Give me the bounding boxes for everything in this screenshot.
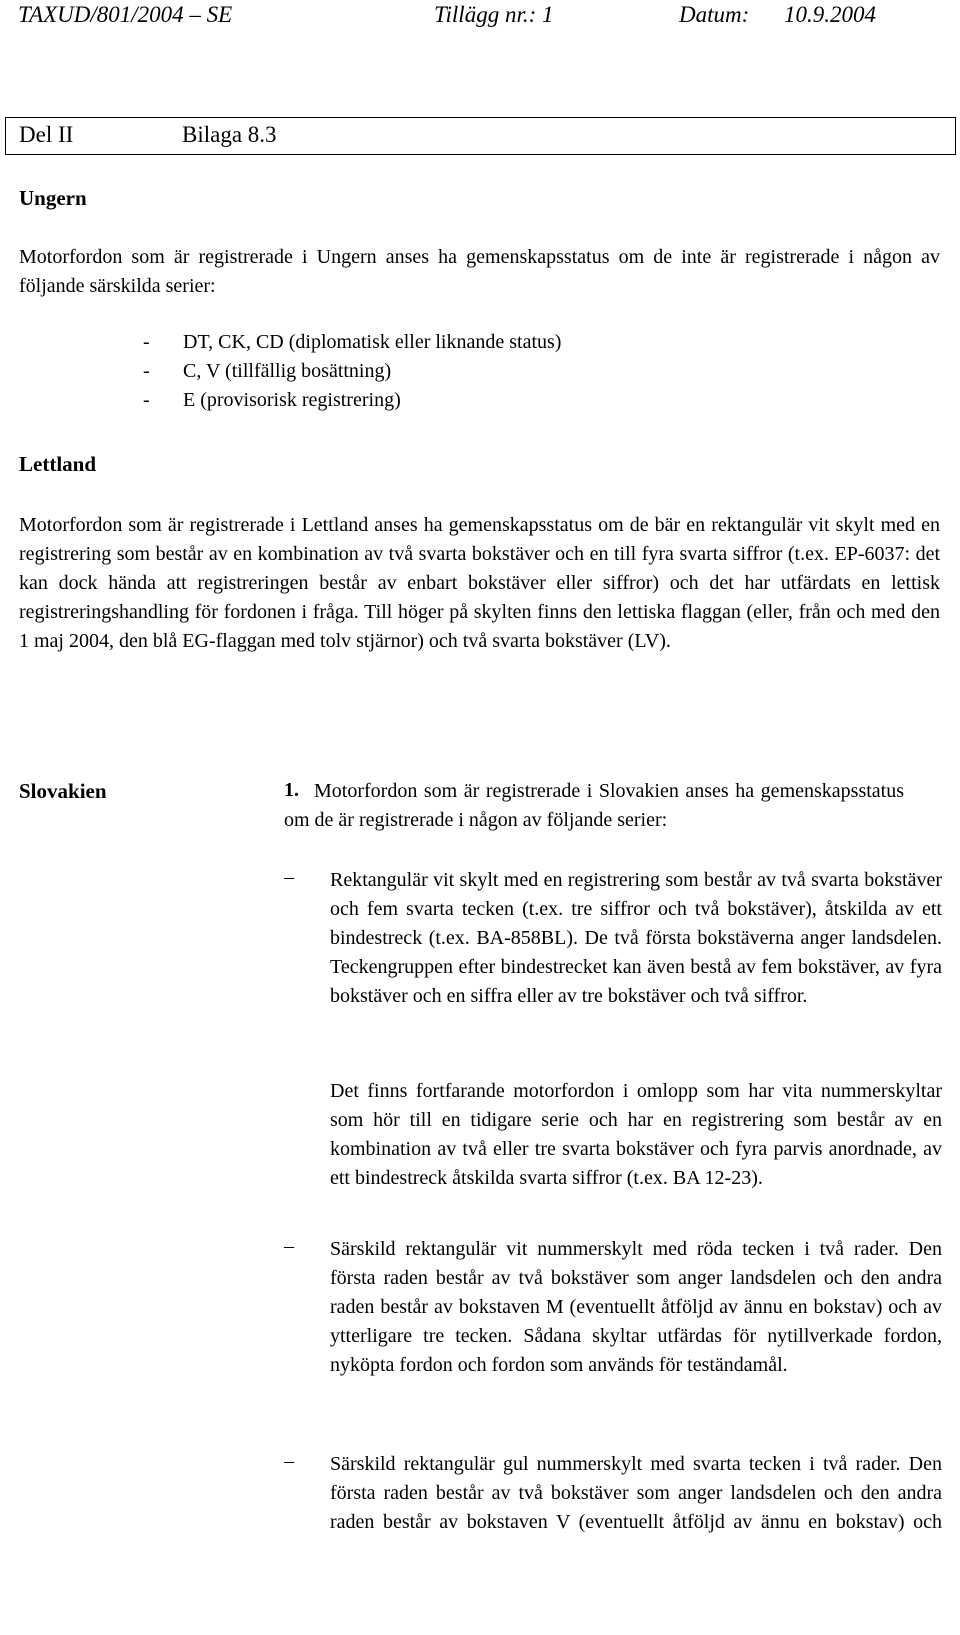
annex-reference-box — [5, 117, 956, 155]
section-heading-lettland: Lettland — [19, 452, 97, 476]
list-item-text: Särskild rektangulär gul nummerskylt med svarta tecken i två rader. Den första raden består av två bokstäver som anger landsdelen och den andra raden består av bokstaven V (eventuellt åtföljd av ännu en bokstav) och — [330, 1453, 942, 1533]
doc-reference: TAXUD/801/2004 – SE — [18, 2, 233, 27]
dash-marker: - — [143, 331, 150, 353]
supplement-number: Tillägg nr.: 1 — [434, 2, 554, 27]
dash-marker: - — [143, 389, 150, 411]
list-item — [284, 1077, 944, 1227]
list-item-text: Det finns fortfarande motorfordon i omlopp som har vita nummerskyltar som hör till en tidigare serie och har en registrering som består av en kombination av två eller tre svarta bokstäver och fyra parvis anordnade, av ett bindestreck åtskilda svarta siffror (t.ex. BA 12-23). — [330, 1080, 942, 1189]
page-header — [0, 2, 960, 32]
dash-marker: – — [284, 1235, 294, 1257]
section-heading-ungern: Ungern — [19, 186, 87, 210]
list-item — [284, 866, 944, 1066]
part-label: Del II — [19, 122, 74, 147]
annex-label: Bilaga 8.3 — [182, 122, 277, 147]
dash-marker: - — [143, 360, 150, 382]
dash-marker: – — [284, 866, 294, 888]
date-value: 10.9.2004 — [784, 2, 876, 27]
date-label: Datum: — [679, 2, 750, 27]
section-heading-slovakien: Slovakien — [19, 779, 107, 803]
item-number: 1. — [284, 779, 299, 801]
slovakien-intro: Motorfordon som är registrerade i Slovakien anses ha gemenskapsstatus om de är registrerade i någon av följande serier: — [284, 780, 904, 831]
list-item-text: Rektangulär vit skylt med en registrering som består av två svarta bokstäver och fem svarta tecken (t.ex. tre siffror och två bokstäver), åtskilda av ett bindestreck (t.ex. BA-858BL). De två första bokstäverna anger landsdelen. Teckengruppen efter bindestrecket kan även bestå av fem bokstäver, av fyra bokstäver och en siffra eller av tre bokstäver och två siffror. — [330, 869, 942, 1007]
lettland-text: Motorfordon som är registrerade i Lettland anses ha gemenskapsstatus om de bär en rektangulär vit skylt med en registrering som består av en kombination av två svarta bokstäver och en till fyra svarta siffror (t.ex. EP-6037: det kan dock hända att registreringen består av enbart bokstäver eller siffror) och det har utfärdats en lettisk registreringshandling för fordonen i fråga. Till höger på skylten finns den lettiska flaggan (eller, från och med den 1 maj 2004, den blå EG-flaggan med tolv stjärnor) och två svarta bokstäver (LV). — [19, 514, 940, 652]
list-item-text: Särskild rektangulär vit nummerskylt med röda tecken i två rader. Den första raden består av två bokstäver som anger landsdelen och den andra raden består av bokstaven M (eventuellt åtföljd av ännu en bokstav) och av ytterligare tre tecken. Sådana skyltar utfärdas för nytillverkade fordon, nyköpta fordon och fordon som används för teständamål. — [330, 1238, 942, 1376]
list-item — [284, 1235, 944, 1435]
list-item — [284, 1450, 944, 1635]
ungern-intro: Motorfordon som är registrerade i Ungern anses ha gemenskapsstatus om de inte är registrerade i någon av följande särskilda serier: — [19, 246, 940, 297]
dash-marker: – — [284, 1450, 294, 1472]
